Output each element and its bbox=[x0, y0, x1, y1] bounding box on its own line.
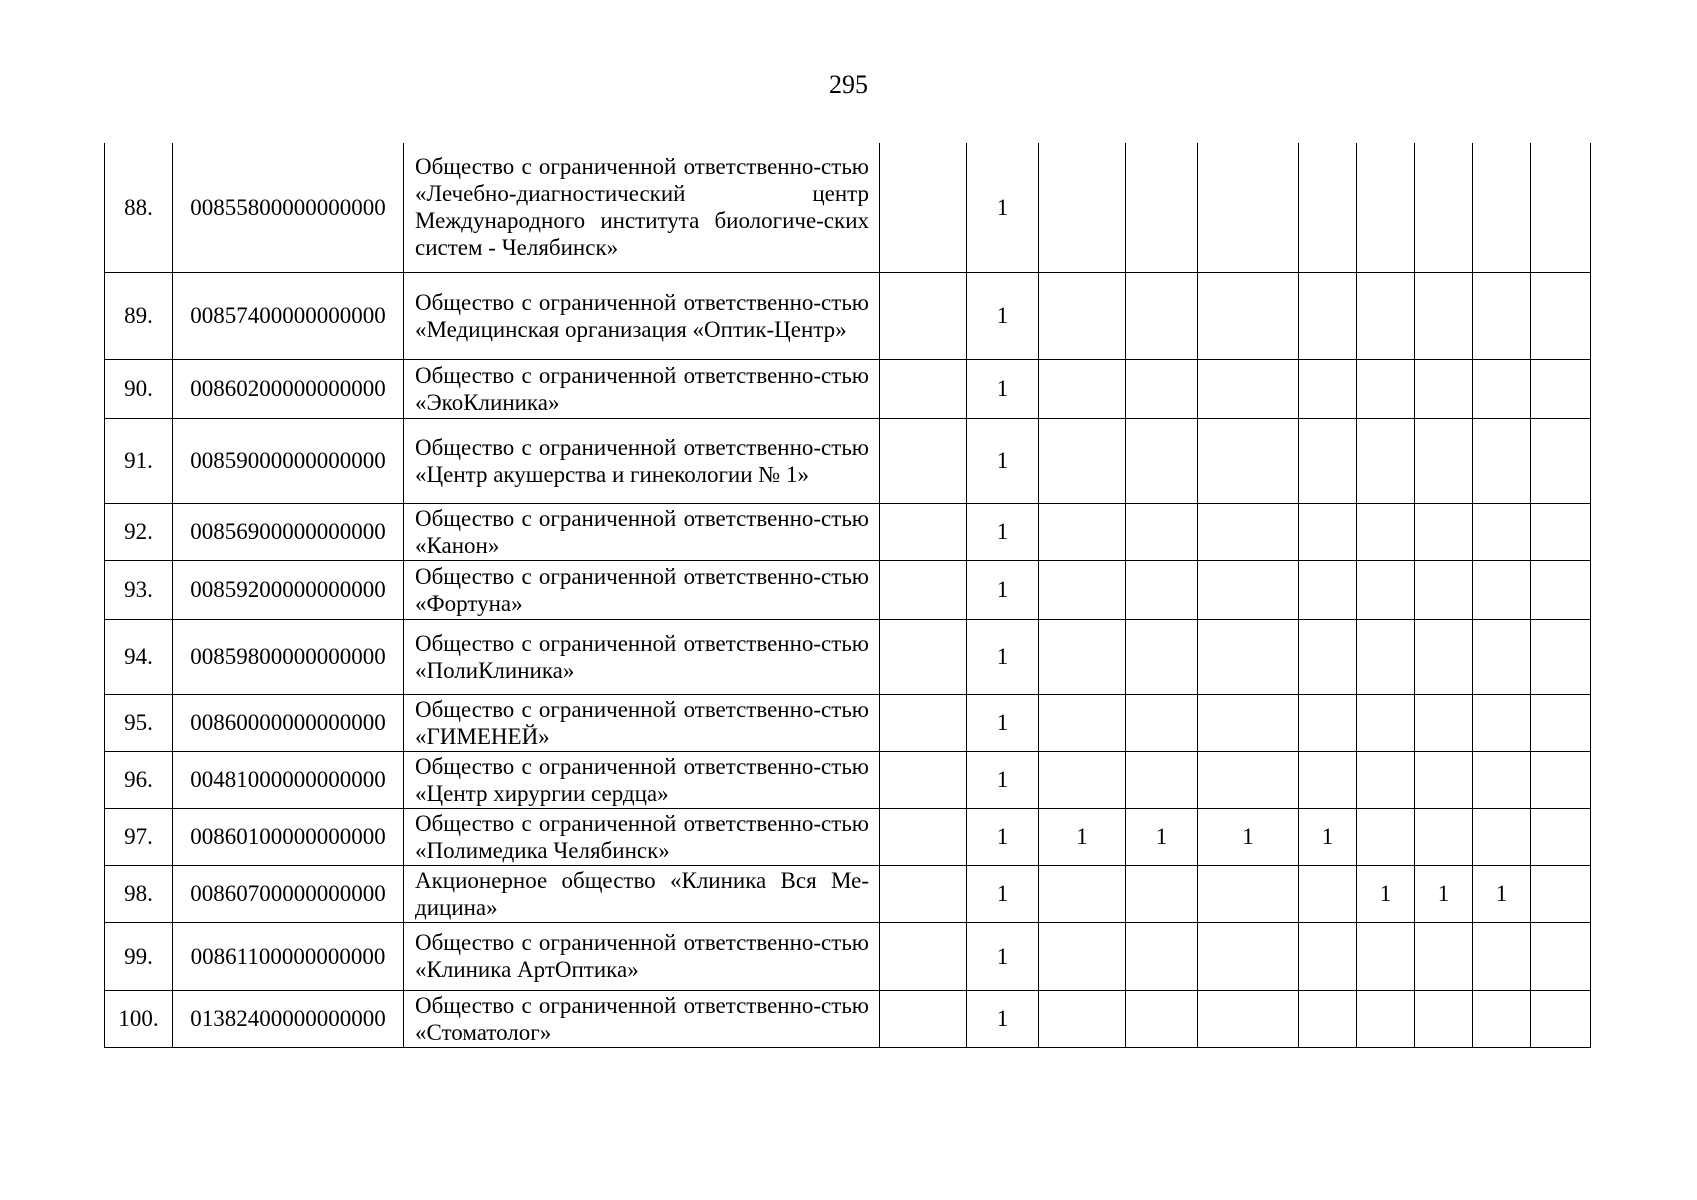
mark-cell-c13 bbox=[1531, 560, 1591, 619]
mark-cell-c9 bbox=[1299, 359, 1357, 418]
mark-cell-c5: 1 bbox=[967, 990, 1039, 1047]
mark-cell-c12 bbox=[1473, 503, 1531, 560]
mark-cell-c5: 1 bbox=[967, 619, 1039, 694]
mark-cell-c10 bbox=[1357, 359, 1415, 418]
mark-cell-c8 bbox=[1198, 503, 1299, 560]
row-number: 98. bbox=[105, 865, 173, 922]
mark-cell-c6 bbox=[1039, 143, 1126, 272]
row-number: 91. bbox=[105, 418, 173, 503]
row-number: 96. bbox=[105, 751, 173, 808]
mark-cell-c13 bbox=[1531, 143, 1591, 272]
mark-cell-c10 bbox=[1357, 560, 1415, 619]
mark-cell-c4 bbox=[880, 694, 967, 751]
mark-cell-c10 bbox=[1357, 272, 1415, 359]
table-row bbox=[105, 751, 1591, 808]
registry-code: 00860000000000000 bbox=[173, 694, 404, 751]
mark-cell-c13 bbox=[1531, 272, 1591, 359]
mark-cell-c4 bbox=[880, 143, 967, 272]
mark-cell-c11 bbox=[1415, 922, 1473, 990]
mark-cell-c6 bbox=[1039, 990, 1126, 1047]
mark-cell-c8 bbox=[1198, 865, 1299, 922]
mark-cell-c6 bbox=[1039, 922, 1126, 990]
mark-cell-c9 bbox=[1299, 560, 1357, 619]
table-row bbox=[105, 694, 1591, 751]
table-row bbox=[105, 990, 1591, 1047]
row-number: 97. bbox=[105, 808, 173, 865]
mark-cell-c7 bbox=[1126, 694, 1198, 751]
mark-cell-c10 bbox=[1357, 619, 1415, 694]
page-number: 295 bbox=[829, 70, 868, 99]
mark-cell-c8 bbox=[1198, 990, 1299, 1047]
row-number: 90. bbox=[105, 359, 173, 418]
table-row bbox=[105, 359, 1591, 418]
mark-cell-c5: 1 bbox=[967, 143, 1039, 272]
mark-cell-c7 bbox=[1126, 272, 1198, 359]
mark-cell-c10 bbox=[1357, 751, 1415, 808]
mark-cell-c13 bbox=[1531, 808, 1591, 865]
row-number: 94. bbox=[105, 619, 173, 694]
mark-cell-c7: 1 bbox=[1126, 808, 1198, 865]
mark-cell-c8 bbox=[1198, 418, 1299, 503]
table-row bbox=[105, 619, 1591, 694]
mark-cell-c4 bbox=[880, 808, 967, 865]
mark-cell-c5: 1 bbox=[967, 503, 1039, 560]
mark-cell-c5: 1 bbox=[967, 808, 1039, 865]
mark-cell-c7 bbox=[1126, 922, 1198, 990]
organization-name: Общество с ограниченной ответственно-стью «ЭкоКлиника» bbox=[404, 359, 880, 418]
table-row bbox=[105, 808, 1591, 865]
mark-cell-c9 bbox=[1299, 503, 1357, 560]
table-body bbox=[105, 143, 1591, 1047]
registry-code: 00859800000000000 bbox=[173, 619, 404, 694]
mark-cell-c10 bbox=[1357, 143, 1415, 272]
organization-name: Общество с ограниченной ответственно-стью «Стоматолог» bbox=[404, 990, 880, 1047]
mark-cell-c11 bbox=[1415, 143, 1473, 272]
organization-name: Общество с ограниченной ответственно-стью «Клиника АртОптика» bbox=[404, 922, 880, 990]
organizations-table bbox=[104, 143, 1591, 1048]
mark-cell-c11: 1 bbox=[1415, 865, 1473, 922]
mark-cell-c12 bbox=[1473, 272, 1531, 359]
mark-cell-c11 bbox=[1415, 808, 1473, 865]
mark-cell-c13 bbox=[1531, 359, 1591, 418]
mark-cell-c5: 1 bbox=[967, 418, 1039, 503]
organization-name: Акционерное общество «Клиника Вся Ме-дицина» bbox=[404, 865, 880, 922]
row-number: 92. bbox=[105, 503, 173, 560]
mark-cell-c13 bbox=[1531, 418, 1591, 503]
mark-cell-c6 bbox=[1039, 865, 1126, 922]
mark-cell-c4 bbox=[880, 751, 967, 808]
organization-name: Общество с ограниченной ответственно-стью «Центр акушерства и гинекологии № 1» bbox=[404, 418, 880, 503]
mark-cell-c11 bbox=[1415, 619, 1473, 694]
mark-cell-c6 bbox=[1039, 619, 1126, 694]
mark-cell-c12 bbox=[1473, 808, 1531, 865]
mark-cell-c11 bbox=[1415, 418, 1473, 503]
mark-cell-c9 bbox=[1299, 751, 1357, 808]
mark-cell-c11 bbox=[1415, 359, 1473, 418]
mark-cell-c5: 1 bbox=[967, 560, 1039, 619]
mark-cell-c6: 1 bbox=[1039, 808, 1126, 865]
mark-cell-c7 bbox=[1126, 359, 1198, 418]
mark-cell-c13 bbox=[1531, 922, 1591, 990]
mark-cell-c8 bbox=[1198, 619, 1299, 694]
row-number: 93. bbox=[105, 560, 173, 619]
registry-code: 00856900000000000 bbox=[173, 503, 404, 560]
mark-cell-c5: 1 bbox=[967, 751, 1039, 808]
mark-cell-c8 bbox=[1198, 143, 1299, 272]
mark-cell-c5: 1 bbox=[967, 272, 1039, 359]
mark-cell-c8: 1 bbox=[1198, 808, 1299, 865]
table-row bbox=[105, 560, 1591, 619]
row-number: 99. bbox=[105, 922, 173, 990]
mark-cell-c4 bbox=[880, 272, 967, 359]
mark-cell-c9: 1 bbox=[1299, 808, 1357, 865]
mark-cell-c5: 1 bbox=[967, 922, 1039, 990]
mark-cell-c10 bbox=[1357, 694, 1415, 751]
mark-cell-c9 bbox=[1299, 418, 1357, 503]
mark-cell-c8 bbox=[1198, 560, 1299, 619]
row-number: 100. bbox=[105, 990, 173, 1047]
mark-cell-c7 bbox=[1126, 418, 1198, 503]
mark-cell-c12 bbox=[1473, 751, 1531, 808]
organization-name: Общество с ограниченной ответственно-стью «Лечебно-диагностический центр Международного института биологиче-ских систем - Челябинск» bbox=[404, 143, 880, 272]
mark-cell-c7 bbox=[1126, 619, 1198, 694]
mark-cell-c11 bbox=[1415, 560, 1473, 619]
mark-cell-c12 bbox=[1473, 560, 1531, 619]
mark-cell-c7 bbox=[1126, 865, 1198, 922]
registry-code: 00859000000000000 bbox=[173, 418, 404, 503]
mark-cell-c13 bbox=[1531, 619, 1591, 694]
mark-cell-c10 bbox=[1357, 922, 1415, 990]
mark-cell-c6 bbox=[1039, 560, 1126, 619]
mark-cell-c7 bbox=[1126, 143, 1198, 272]
mark-cell-c10 bbox=[1357, 808, 1415, 865]
registry-code: 00857400000000000 bbox=[173, 272, 404, 359]
mark-cell-c4 bbox=[880, 865, 967, 922]
mark-cell-c9 bbox=[1299, 990, 1357, 1047]
row-number: 88. bbox=[105, 143, 173, 272]
mark-cell-c5: 1 bbox=[967, 694, 1039, 751]
mark-cell-c12: 1 bbox=[1473, 865, 1531, 922]
organization-name: Общество с ограниченной ответственно-стью «Фортуна» bbox=[404, 560, 880, 619]
mark-cell-c9 bbox=[1299, 922, 1357, 990]
mark-cell-c13 bbox=[1531, 990, 1591, 1047]
table-row bbox=[105, 418, 1591, 503]
mark-cell-c4 bbox=[880, 922, 967, 990]
mark-cell-c13 bbox=[1531, 694, 1591, 751]
mark-cell-c4 bbox=[880, 359, 967, 418]
registry-code: 00855800000000000 bbox=[173, 143, 404, 272]
mark-cell-c13 bbox=[1531, 751, 1591, 808]
table-row bbox=[105, 503, 1591, 560]
mark-cell-c8 bbox=[1198, 359, 1299, 418]
mark-cell-c4 bbox=[880, 418, 967, 503]
mark-cell-c13 bbox=[1531, 865, 1591, 922]
registry-code: 00859200000000000 bbox=[173, 560, 404, 619]
mark-cell-c11 bbox=[1415, 272, 1473, 359]
mark-cell-c8 bbox=[1198, 922, 1299, 990]
mark-cell-c7 bbox=[1126, 560, 1198, 619]
mark-cell-c8 bbox=[1198, 751, 1299, 808]
organization-name: Общество с ограниченной ответственно-стью «Центр хирургии сердца» bbox=[404, 751, 880, 808]
mark-cell-c11 bbox=[1415, 751, 1473, 808]
mark-cell-c12 bbox=[1473, 922, 1531, 990]
mark-cell-c5: 1 bbox=[967, 359, 1039, 418]
mark-cell-c11 bbox=[1415, 990, 1473, 1047]
mark-cell-c9 bbox=[1299, 865, 1357, 922]
table-row bbox=[105, 143, 1591, 272]
organization-name: Общество с ограниченной ответственно-стью «Полимедика Челябинск» bbox=[404, 808, 880, 865]
row-number: 89. bbox=[105, 272, 173, 359]
table-row bbox=[105, 865, 1591, 922]
mark-cell-c11 bbox=[1415, 503, 1473, 560]
registry-code: 01382400000000000 bbox=[173, 990, 404, 1047]
mark-cell-c6 bbox=[1039, 503, 1126, 560]
mark-cell-c4 bbox=[880, 560, 967, 619]
mark-cell-c7 bbox=[1126, 990, 1198, 1047]
mark-cell-c12 bbox=[1473, 359, 1531, 418]
mark-cell-c11 bbox=[1415, 694, 1473, 751]
mark-cell-c7 bbox=[1126, 503, 1198, 560]
mark-cell-c9 bbox=[1299, 272, 1357, 359]
mark-cell-c9 bbox=[1299, 143, 1357, 272]
registry-code: 00860200000000000 bbox=[173, 359, 404, 418]
table-row bbox=[105, 272, 1591, 359]
registry-code: 00481000000000000 bbox=[173, 751, 404, 808]
mark-cell-c9 bbox=[1299, 694, 1357, 751]
table-row bbox=[105, 922, 1591, 990]
mark-cell-c12 bbox=[1473, 143, 1531, 272]
mark-cell-c4 bbox=[880, 503, 967, 560]
mark-cell-c6 bbox=[1039, 751, 1126, 808]
mark-cell-c4 bbox=[880, 990, 967, 1047]
organization-name: Общество с ограниченной ответственно-стью «Медицинская организация «Оптик-Центр» bbox=[404, 272, 880, 359]
mark-cell-c7 bbox=[1126, 751, 1198, 808]
mark-cell-c4 bbox=[880, 619, 967, 694]
row-number: 95. bbox=[105, 694, 173, 751]
mark-cell-c10 bbox=[1357, 418, 1415, 503]
mark-cell-c12 bbox=[1473, 619, 1531, 694]
mark-cell-c6 bbox=[1039, 359, 1126, 418]
mark-cell-c12 bbox=[1473, 694, 1531, 751]
organization-name: Общество с ограниченной ответственно-стью «Канон» bbox=[404, 503, 880, 560]
organization-name: Общество с ограниченной ответственно-стью «ГИМЕНЕЙ» bbox=[404, 694, 880, 751]
registry-code: 00860700000000000 bbox=[173, 865, 404, 922]
mark-cell-c6 bbox=[1039, 694, 1126, 751]
mark-cell-c10 bbox=[1357, 990, 1415, 1047]
registry-code: 00860100000000000 bbox=[173, 808, 404, 865]
mark-cell-c10: 1 bbox=[1357, 865, 1415, 922]
registry-code: 00861100000000000 bbox=[173, 922, 404, 990]
organization-name: Общество с ограниченной ответственно-стью «ПолиКлиника» bbox=[404, 619, 880, 694]
mark-cell-c8 bbox=[1198, 272, 1299, 359]
mark-cell-c12 bbox=[1473, 418, 1531, 503]
mark-cell-c6 bbox=[1039, 272, 1126, 359]
mark-cell-c9 bbox=[1299, 619, 1357, 694]
mark-cell-c6 bbox=[1039, 418, 1126, 503]
mark-cell-c5: 1 bbox=[967, 865, 1039, 922]
mark-cell-c10 bbox=[1357, 503, 1415, 560]
mark-cell-c12 bbox=[1473, 990, 1531, 1047]
mark-cell-c13 bbox=[1531, 503, 1591, 560]
mark-cell-c8 bbox=[1198, 694, 1299, 751]
